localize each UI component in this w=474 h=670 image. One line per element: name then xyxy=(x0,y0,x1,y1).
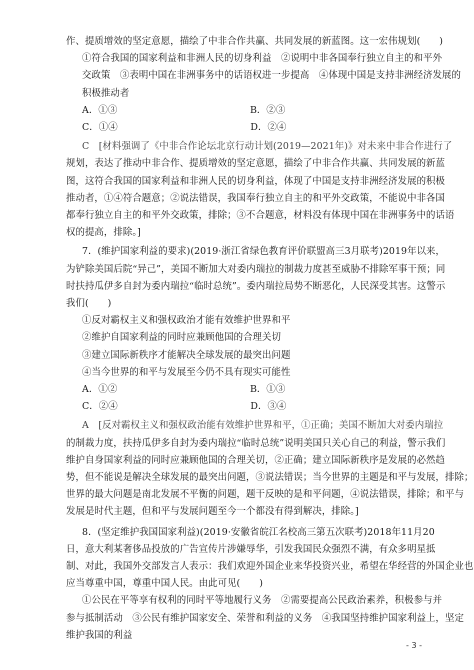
text-line: 发展是时代主题，但和平与发展问题至今一个都没有得到解决，排除。] xyxy=(66,506,359,518)
page-number: - 3 - xyxy=(406,641,422,650)
text-line: 图，这符合我国的国家利益和非洲人民的切身利益，体现了中国是支持非洲经济发展的积极 xyxy=(66,175,446,187)
text-line: 参与抵制活动 ③公民有维护国家安全、荣誉和利益的义务 ④我国坚持维护国家利益上，坚定 xyxy=(66,612,464,624)
text-line: 我们( ) xyxy=(66,298,112,309)
text-line: 权的提高，排除。] xyxy=(66,227,141,239)
text-line: A [反对霸权主义和强权政治能有效维护世界和平，①正确；美国不断加大对委内瑞拉 xyxy=(82,420,444,432)
text-line: A．①③ B．②③ xyxy=(82,104,286,116)
text-line: 为铲除美国后院“异己”，美国不断加大对委内瑞拉的制裁力度甚至威胁不排除军事干预；同 xyxy=(66,263,446,275)
text-line: C．②④ D．③④ xyxy=(82,401,287,413)
text-line: 7．(维护国家利益的要求)(2019·浙江省绿色教育评价联盟高三3月联考)2019年以来， xyxy=(82,246,446,258)
text-line: 8．(坚定维护我国国家利益)(2019·安徽省皖江名校高三第五次联考)2018年11月20 xyxy=(82,526,435,538)
text-line: 都奉行独立自主的和平外交政策，排除；③不合题意，材料没有体现中国在非洲事务中的话语 xyxy=(66,210,455,221)
text-line: ①符合我国的国家利益和非洲人民的切身利益 ②说明中非各国奉行独立自主的和平外 xyxy=(82,53,443,65)
text-line: 积极推动者 xyxy=(82,87,130,99)
text-line: A．①② B．①③ xyxy=(82,384,286,395)
text-line: 世界的最大问题是南北发展不平衡的问题，题干反映的是和平问题，④说法错误，排除；和平与 xyxy=(66,489,464,501)
text-line: 交政策 ③表明中国在非洲事务中的话语权进一步提高 ④体现中国是支持非洲经济发展的 xyxy=(82,70,462,82)
text-line: 作、提质增效的坚定意愿，描绘了中非合作共赢、共同发展的新蓝图。这一宏伟规划( ) xyxy=(66,36,444,47)
text-line: C [材料强调了《中非合作论坛北京行动计划(2019—2021年)》对未来中非合作进行了 xyxy=(82,141,453,153)
text-line: 应当尊重中国，尊重中国人民。由此可见( ) xyxy=(66,578,264,590)
text-line: ③建立国际新秩序才能解决全球发展的最突出问题 xyxy=(82,349,291,361)
text-line: ①公民在平等享有权利的同时平等地履行义务 ②需要提高公民政治素养，积极参与并 xyxy=(82,595,443,607)
text-line: 的制裁力度，扶持瓜伊多自封为委内瑞拉“临时总统”说明美国只关心自己的利益，警示我们 xyxy=(66,437,446,449)
text-line: ②维护自国家利益的同时应兼顾他国的合理关切 xyxy=(82,332,281,344)
text-line: 时扶持瓜伊多自封为委内瑞拉“临时总统”。委内瑞拉局势不断恶化，人民深受其害。这警示 xyxy=(66,280,446,292)
text-line: 日，意大利某奢侈品投放的广告宣传片涉嫌辱华，引发我国民众强烈不满，有众多明星抵 xyxy=(66,543,436,555)
text-line: C．①④ D．②④ xyxy=(82,122,287,133)
text-line: ①反对霸权主义和强权政治才能有效维护世界和平 xyxy=(82,315,291,327)
text-line: ④当今世界的和平与发展至今仍不具有现实可能性 xyxy=(82,366,291,378)
text-line: 推动者，①④符合题意；②说法错误，我国奉行独立自主的和平外交政策，不能说中非各国 xyxy=(66,192,446,204)
text-line: 规划，表达了推动中非合作、提质增效的坚定意愿，描绘了中非合作共赢、共同发展的新蓝 xyxy=(66,158,446,170)
text-line: 维护自身国家利益的同时应兼顾他国的合理关切，②正确；建立国际新秩序是发展的必然趋 xyxy=(66,454,446,466)
text-line: 维护我国的利益 xyxy=(66,629,133,641)
text-line: 势，但不能说是解决全球发展的最突出问题，③说法错误；当今世界的主题是和平与发展，排除； xyxy=(66,472,474,483)
text-line: 制、对此，我国外交部发言人表示：我们欢迎外国企业来华投资兴业，希望在华经营的外国企业也 xyxy=(66,561,474,572)
